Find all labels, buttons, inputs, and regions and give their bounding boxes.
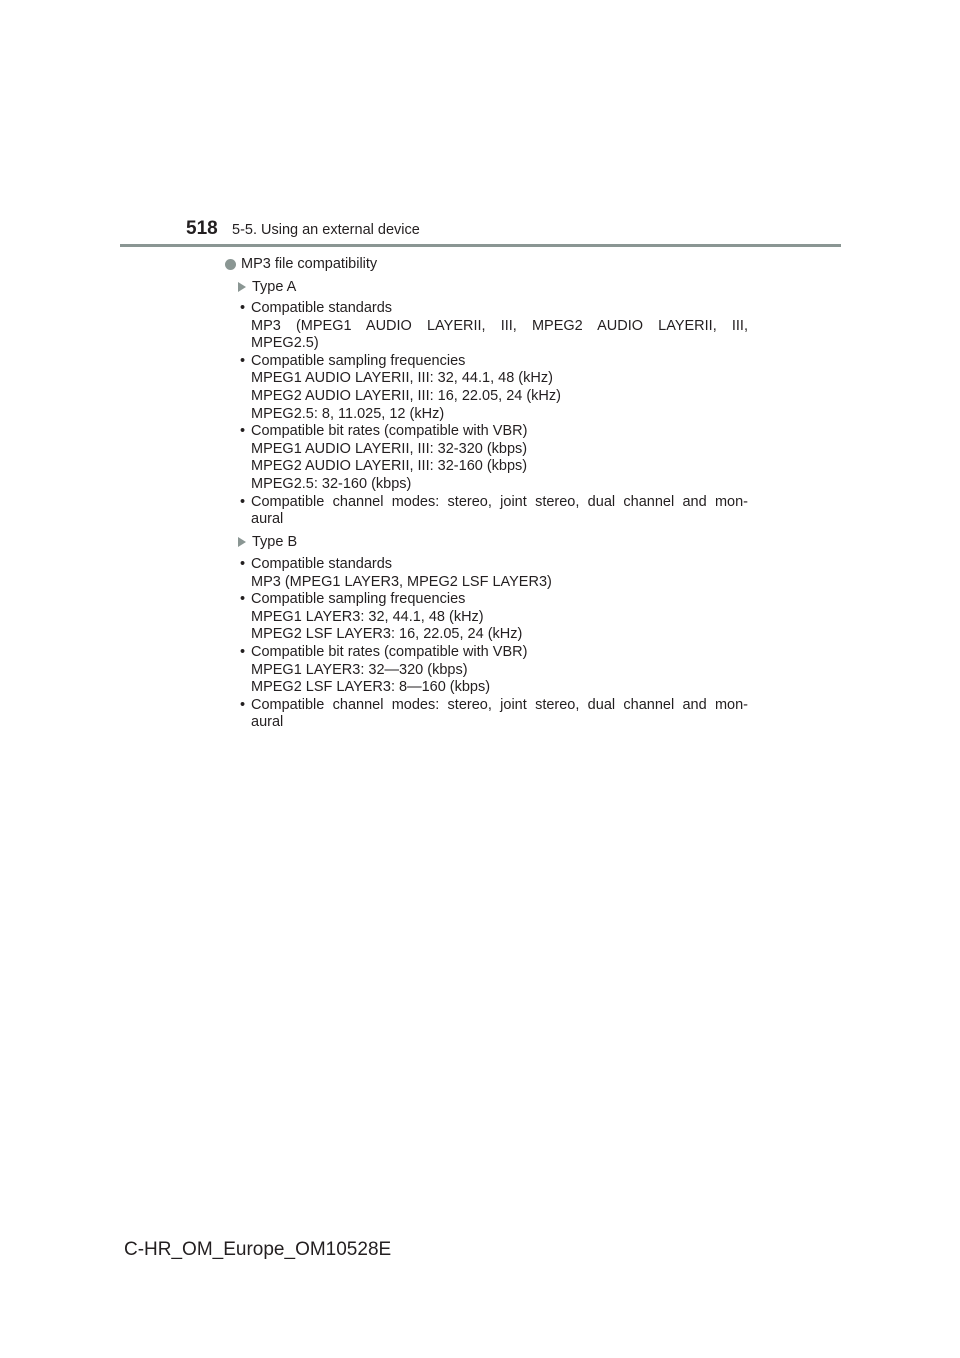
bullet-dot: • <box>240 591 246 608</box>
item-line: MPEG2 LSF LAYER3: 16, 22.05, 24 (kHz) <box>251 626 523 643</box>
item-title: Compatible sampling frequencies <box>251 591 466 608</box>
type-a-label <box>238 278 296 296</box>
bullet-dot: • <box>240 423 246 440</box>
item-title: Compatible channel modes: stereo, joint stereo, dual channel and mon- <box>251 493 748 510</box>
item-line: MPEG1 LAYER3: 32—320 (kbps) <box>251 661 468 678</box>
item-line: MPEG1 AUDIO LAYERII, III: 32-320 (kbps) <box>251 440 528 457</box>
footer-doc-id: C-HR_OM_Europe_OM10528E <box>124 1239 392 1260</box>
section-title: 5-5. Using an external device <box>232 222 420 238</box>
item-line: MPEG2.5) <box>251 335 319 352</box>
item-line: MP3 (MPEG1 AUDIO LAYERII, III, MPEG2 AUDIO LAYERII, III, <box>251 317 748 334</box>
item-title: Compatible bit rates (compatible with VBR) <box>251 423 528 440</box>
item-title: Compatible standards <box>251 300 393 316</box>
triangle-bullet-icon <box>238 282 246 292</box>
header-rule <box>120 244 841 247</box>
type-b-label <box>238 533 297 551</box>
bullet-dot: • <box>240 352 246 369</box>
list-item <box>238 644 748 697</box>
type-b-list <box>238 556 748 732</box>
mp3-compat-heading <box>225 255 377 273</box>
bullet-dot: • <box>240 643 246 660</box>
list-item <box>238 697 748 732</box>
item-line: MPEG2 LSF LAYER3: 8—160 (kbps) <box>251 679 491 696</box>
bullet-dot: • <box>240 300 246 316</box>
item-title: Compatible bit rates (compatible with VBR) <box>251 643 528 660</box>
item-title: Compatible standards <box>251 556 393 572</box>
item-line: MPEG2 AUDIO LAYERII, III: 32-160 (kbps) <box>251 458 528 475</box>
item-line: MPEG2 AUDIO LAYERII, III: 16, 22.05, 24 (kHz) <box>251 387 561 404</box>
circle-bullet-icon <box>225 259 236 270</box>
item-line: MP3 (MPEG1 LAYER3, MPEG2 LSF LAYER3) <box>251 573 552 590</box>
triangle-bullet-icon <box>238 537 246 547</box>
page-number: 518 <box>186 218 218 239</box>
bullet-dot: • <box>240 493 246 510</box>
item-line: MPEG2.5: 32-160 (kbps) <box>251 475 412 492</box>
list-item <box>238 353 748 423</box>
item-line: MPEG1 AUDIO LAYERII, III: 32, 44.1, 48 (kHz) <box>251 370 553 387</box>
page-header <box>0 0 960 250</box>
item-line: aural <box>251 511 284 528</box>
item-line: MPEG2.5: 8, 11.025, 12 (kHz) <box>251 405 445 422</box>
heading-text: MP3 file compatibility <box>241 256 378 272</box>
bullet-dot: • <box>240 696 246 713</box>
item-title: Compatible channel modes: stereo, joint stereo, dual channel and mon- <box>251 696 748 713</box>
list-item <box>238 556 748 591</box>
item-line: MPEG1 LAYER3: 32, 44.1, 48 (kHz) <box>251 608 484 625</box>
list-item <box>238 591 748 644</box>
list-item <box>238 423 748 493</box>
item-line: aural <box>251 714 284 731</box>
list-item <box>238 494 748 529</box>
type-a-list <box>238 300 748 529</box>
list-item <box>238 300 748 353</box>
type-a-text: Type A <box>252 279 297 295</box>
bullet-dot: • <box>240 556 246 572</box>
item-title: Compatible sampling frequencies <box>251 352 466 369</box>
type-b-text: Type B <box>252 534 298 550</box>
